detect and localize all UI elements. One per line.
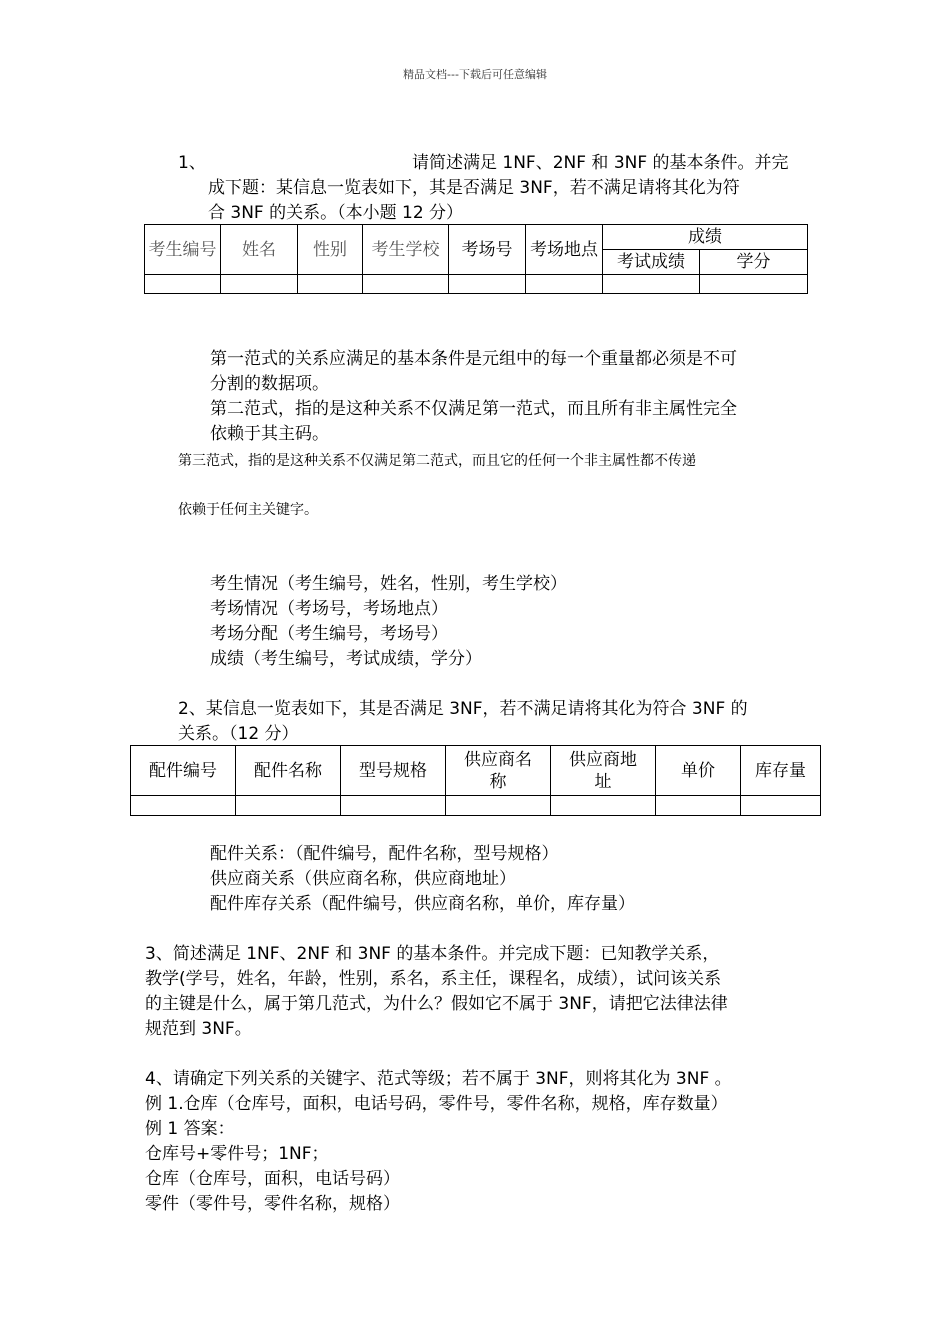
q2-header-cell: 型号规格 — [341, 746, 446, 796]
q1-third-nf-line: 第三范式，指的是这种关系不仅满足第二范式，而且它的任何一个非主属性都不传递 — [178, 453, 696, 469]
q2-header-cell: 库存量 — [741, 746, 821, 796]
q4-line: 仓库（仓库号，面积，电话号码） — [145, 1169, 400, 1189]
q1-table — [144, 224, 808, 294]
q1-subheader-cell: 学分 — [700, 250, 808, 275]
q4-line: 例 1.仓库（仓库号，面积，电话号码，零件号，零件名称，规格，库存数量） — [145, 1094, 728, 1114]
q1-relation: 考场情况（考场号，考场地点） — [210, 599, 448, 619]
q2-relation: 供应商关系（供应商名称，供应商地址） — [210, 869, 516, 889]
q1-third-nf-line: 依赖于任何主关键字。 — [178, 502, 318, 518]
q2-table — [130, 745, 821, 816]
q1-answer-line: 分割的数据项。 — [210, 374, 329, 394]
q1-answer-line: 依赖于其主码。 — [210, 424, 329, 444]
page-header: 精品文档---下载后可任意编辑 — [403, 68, 547, 81]
q2-header-cell: 单价 — [656, 746, 741, 796]
q1-line: 请简述满足 1NF、2NF 和 3NF 的基本条件。并完 — [412, 153, 789, 173]
q1-line: 成下题：某信息一览表如下，其是否满足 3NF，若不满足请将其化为符 — [208, 178, 740, 198]
q4-line: 仓库号+零件号；1NF； — [145, 1144, 329, 1164]
q2-line: 2、某信息一览表如下，其是否满足 3NF，若不满足请将其化为符合 3NF 的 — [178, 699, 748, 719]
q1-header-cell: 考生编号 — [145, 225, 221, 275]
q1-relation: 考生情况（考生编号，姓名，性别，考生学校） — [210, 574, 567, 594]
q3-line: 3、简述满足 1NF、2NF 和 3NF 的基本条件。并完成下题：已知教学关系， — [145, 944, 720, 964]
q2-line: 关系。（12 分） — [178, 724, 299, 744]
q4-line: 例 1 答案： — [145, 1119, 235, 1139]
q2-relation: 配件关系：（配件编号，配件名称，型号规格） — [210, 844, 559, 864]
q2-header-cell: 配件名称 — [236, 746, 341, 796]
q2-relation: 配件库存关系（配件编号，供应商名称，单价，库存量） — [210, 894, 635, 914]
q2-header-cell: 配件编号 — [131, 746, 236, 796]
q1-header-cell: 姓名 — [221, 225, 298, 275]
q2-header-cell: 供应商名称 — [446, 746, 551, 796]
q1-answer-line: 第二范式，指的是这种关系不仅满足第一范式，而且所有非主属性完全 — [210, 399, 737, 419]
q1-header-cell: 考场地点 — [526, 225, 603, 275]
q1-line: 合 3NF 的关系。（本小题 12 分） — [208, 203, 464, 223]
q1-relation: 成绩（考生编号，考试成绩，学分） — [210, 649, 482, 669]
q3-line: 的主键是什么，属于第几范式，为什么？假如它不属于 3NF，请把它法律法律 — [145, 994, 728, 1014]
q2-empty-row — [131, 796, 821, 816]
q1-relation: 考场分配（考生编号，考场号） — [210, 624, 448, 644]
q3-line: 规范到 3NF。 — [145, 1019, 252, 1039]
q4-line: 4、请确定下列关系的关键字、范式等级；若不属于 3NF，则将其化为 3NF 。 — [145, 1069, 732, 1089]
q1-number: 1、 — [178, 153, 206, 173]
q4-line: 零件（零件号，零件名称，规格） — [145, 1194, 400, 1214]
q1-header-cell: 性别 — [298, 225, 363, 275]
q1-header-cell: 考场号 — [449, 225, 526, 275]
q2-header-cell: 供应商地址 — [551, 746, 656, 796]
q1-header-cell: 成绩 — [603, 225, 808, 250]
q1-subheader-cell: 考试成绩 — [603, 250, 700, 275]
q1-header-cell: 考生学校 — [363, 225, 449, 275]
q3-line: 教学(学号，姓名，年龄，性别，系名，系主任，课程名，成绩），试问该关系 — [145, 969, 722, 989]
q1-empty-row — [145, 275, 808, 294]
q1-answer-line: 第一范式的关系应满足的基本条件是元组中的每一个重量都必须是不可 — [210, 349, 737, 369]
